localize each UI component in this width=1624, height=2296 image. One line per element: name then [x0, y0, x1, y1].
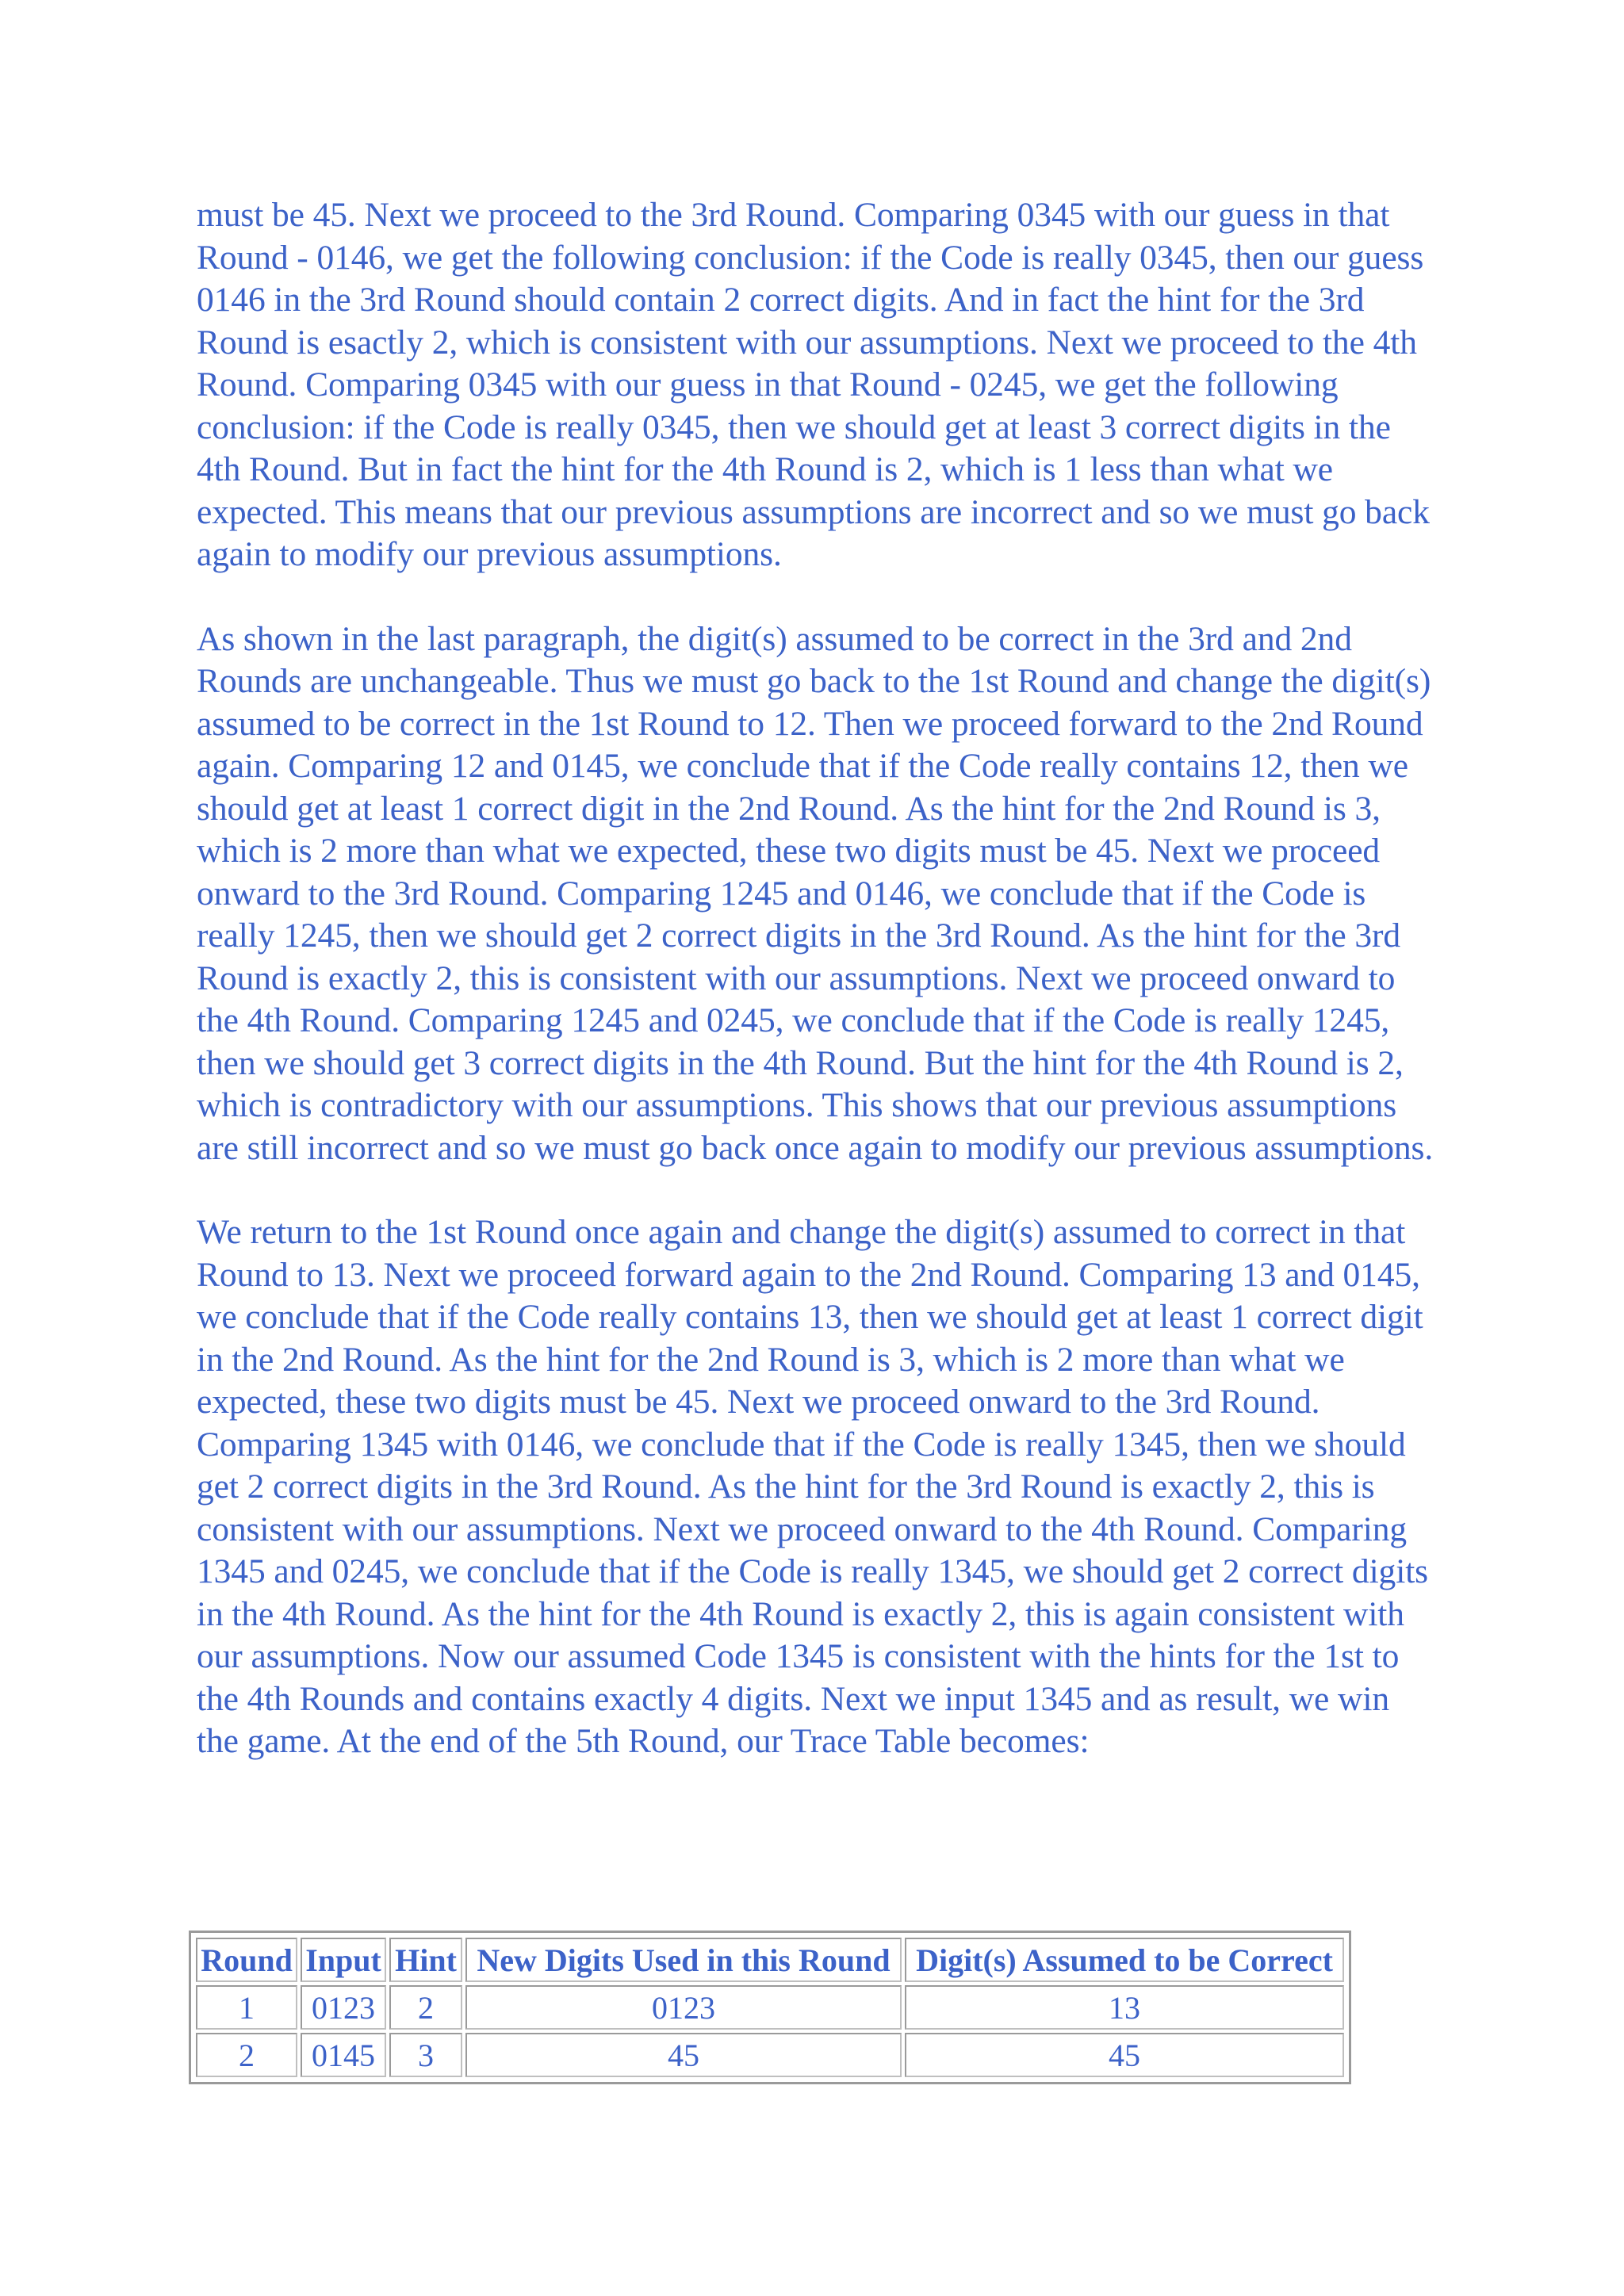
header-round: Round: [196, 1938, 297, 1982]
document-body: [197, 194, 1434, 1763]
cell-new-digits: 45: [465, 2033, 902, 2077]
cell-round: 2: [196, 2033, 297, 2077]
cell-assumed-digits: 45: [905, 2033, 1344, 2077]
cell-new-digits: 0123: [465, 1985, 902, 2030]
table-row: [196, 2033, 1344, 2077]
header-input: Input: [301, 1938, 386, 1982]
cell-round: 1: [196, 1985, 297, 2030]
cell-assumed-digits: 13: [905, 1985, 1344, 2030]
cell-input: 0145: [301, 2033, 386, 2077]
trace-table: [189, 1931, 1351, 2084]
cell-hint: 3: [389, 2033, 462, 2077]
paragraph-3: We return to the 1st Round once again and change the digit(s) assumed to correct in that Round to 13. Next we proceed forward again to the 2nd Round. Comparing 13 and 0145, we conclude that if the Code really contains 13, then we should get at least 1 correct digit in the 2nd Round. As the hint for the 2nd Round is 3, which is 2 more than what we expected, these two digits must be 45. Next we proceed onward to the 3rd Round. Comparing 1345 with 0146, we conclude that if the Code is really 1345, then we should get 2 correct digits in the 3rd Round. As the hint for the 3rd Round is exactly 2, this is consistent with our assumptions. Next we proceed onward to the 4th Round. Comparing 1345 and 0245, we conclude that if the Code is really 1345, we should get 2 correct digits in the 4th Round. As the hint for the 4th Round is exactly 2, this is again consistent with our assumptions. Now our assumed Code 1345 is consistent with the hints for the 1st to the 4th Rounds and contains exactly 4 digits. Next we input 1345 and as result, we win the game. At the end of the 5th Round, our Trace Table becomes:: [197, 1213, 1429, 1760]
paragraph-1: must be 45. Next we proceed to the 3rd Round. Comparing 0345 with our guess in that Round - 0146, we get the following conclusion: if the Code is really 0345, then our guess 0146 in the 3rd Round should contain 2 correct digits. And in fact the hint for the 3rd Round is esactly 2, which is consistent with our assumptions. Next we proceed to the 4th Round. Comparing 0345 with our guess in that Round - 0245, we get the following conclusion: if the Code is really 0345, then we should get at least 3 correct digits in the 4th Round. But in fact the hint for the 4th Round is 2, which is 1 less than what we expected. This means that our previous assumptions are incorrect and so we must go back again to modify our previous assumptions.: [197, 196, 1430, 573]
trace-table-header-row: [196, 1938, 1344, 1982]
paragraph-2: As shown in the last paragraph, the digit(s) assumed to be correct in the 3rd and 2nd Rounds are unchangeable. Thus we must go back to the 1st Round and change the digit(s) assumed to be correct in the 1st Round to 12. Then we proceed forward to the 2nd Round again. Comparing 12 and 0145, we conclude that if the Code really contains 12, then we should get at least 1 correct digit in the 2nd Round. As the hint for the 2nd Round is 3, which is 2 more than what we expected, these two digits must be 45. Next we proceed onward to the 3rd Round. Comparing 1245 and 0146, we conclude that if the Code is really 1245, then we should get 2 correct digits in the 3rd Round. As the hint for the 3rd Round is exactly 2, this is consistent with our assumptions. Next we proceed onward to the 4th Round. Comparing 1245 and 0245, we conclude that if the Code is really 1245, then we should get 3 correct digits in the 4th Round. But the hint for the 4th Round is 2, which is contradictory with our assumptions. This shows that our previous assumptions are still incorrect and so we must go back once again to modify our previous assumptions.: [197, 619, 1434, 1167]
cell-input: 0123: [301, 1985, 386, 2030]
cell-hint: 2: [389, 1985, 462, 2030]
header-new-digits: New Digits Used in this Round: [465, 1938, 902, 1982]
header-hint: Hint: [389, 1938, 462, 1982]
table-row: [196, 1985, 1344, 2030]
header-assumed-digits: Digit(s) Assumed to be Correct: [905, 1938, 1344, 1982]
